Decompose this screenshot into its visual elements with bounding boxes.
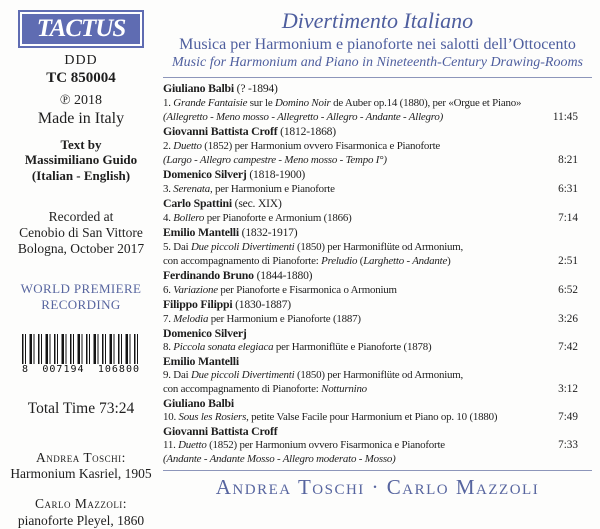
album-subtitle-italian: Musica per Harmonium e pianoforte nei salotti dell’Ottocento <box>179 36 576 54</box>
track-text: 7. Melodia per Harmonium e Pianoforte (1887) <box>163 313 361 326</box>
track-line <box>163 452 578 466</box>
composer-line <box>163 81 578 96</box>
format-code: DDD <box>64 53 98 68</box>
text-by-credit <box>0 137 162 183</box>
total-time: Total Time 73:24 <box>27 400 135 418</box>
barcode-digit-group1: 8 <box>22 364 30 376</box>
track-time: 8:21 <box>558 154 578 167</box>
composer-line <box>163 167 578 182</box>
track-text: (Allegretto - Meno mosso - Allegretto - Allegro - Andante - Allegro) <box>163 111 444 124</box>
premiere-line1: WORLD PREMIERE <box>20 280 142 296</box>
composer-name: Emilio Mantelli <box>163 354 239 369</box>
track-text: 4. Bollero per Pianoforte e Armonium (1866) <box>163 212 352 225</box>
album-title: Divertimento Italiano <box>281 8 474 33</box>
track-line <box>163 254 578 268</box>
recorded-line3: Bologna, October 2017 <box>17 241 145 257</box>
catalog-number: TC 850004 <box>46 70 116 86</box>
composer-name: Carlo Spattini <box>163 196 232 211</box>
track-time: 11:45 <box>552 111 578 124</box>
track-line <box>163 153 578 167</box>
barcode-digit-group3: 106800 <box>97 364 140 376</box>
sidebar <box>0 0 162 528</box>
track-time: 3:12 <box>558 383 578 396</box>
track-time: 7:49 <box>558 411 578 424</box>
copyright-year: ℗ 2018 <box>59 93 103 108</box>
barcode-bars <box>22 334 140 364</box>
track-text: 10. Sous les Rosiers, petite Valse Facile pour Harmonium et Piano op. 10 (1880) <box>163 411 498 424</box>
track-text: 11. Duetto (1852) per Harmonium ovvero Fisarmonica e Pianoforte <box>163 439 445 452</box>
track-text: 3. Serenata, per Harmonium e Pianoforte <box>163 183 335 196</box>
text-by-line1: Text by <box>60 137 102 152</box>
text-by-line3: (Italian - English) <box>31 167 131 183</box>
footer-divider <box>163 470 592 471</box>
performer-mazzoli-instrument: pianoforte Pleyel, 1860 <box>17 512 145 528</box>
composer-line <box>163 326 578 340</box>
performer-mazzoli-name: Carlo Mazzoli: <box>34 496 128 512</box>
track-line <box>163 110 578 124</box>
track-time: 3:26 <box>558 313 578 326</box>
composer-name: Domenico Silverj <box>163 326 247 341</box>
barcode-digits <box>22 364 140 375</box>
composer-dates: (1818-1900) <box>246 168 306 182</box>
track-line <box>163 382 578 396</box>
tactus-logo <box>18 10 144 48</box>
track-text: 8. Piccola sonata elegiaca per Harmoniflüte e Pianoforte (1878) <box>163 341 432 354</box>
composer-dates: (? -1894) <box>233 82 278 96</box>
performer-toschi <box>0 450 162 482</box>
performers-line: Andrea Toschi · Carlo Mazzoli <box>215 475 540 500</box>
barcode <box>22 334 140 375</box>
text-by-line2: Massimiliano Guido <box>24 152 138 168</box>
composer-dates: (1830-1887) <box>232 298 291 312</box>
track-text: 5. Dai Due piccoli Divertimenti (1850) per Harmoniflüte od Armonium, <box>163 241 464 254</box>
composer-dates: (1832-1917) <box>238 226 298 240</box>
composer-name: Giuliano Balbi <box>163 396 234 411</box>
composer-dates: (sec. XIX) <box>231 197 282 211</box>
composer-line <box>163 124 578 139</box>
composer-dates: (1844-1880) <box>253 269 313 283</box>
recorded-line2: Cenobio di San Vittore <box>19 225 143 241</box>
composer-line <box>163 424 578 438</box>
track-list <box>163 81 592 466</box>
composer-name: Domenico Silverj <box>163 167 247 182</box>
track-line <box>163 139 578 153</box>
recorded-line1: Recorded at <box>48 208 114 224</box>
premiere-line2: RECORDING <box>41 296 121 312</box>
tactus-logo-text: TACTUS <box>36 14 126 42</box>
track-text: con accompagnamento di Pianoforte: Notturnino <box>163 383 367 396</box>
album-header <box>163 0 592 72</box>
track-line <box>163 410 578 424</box>
performer-toschi-instrument: Harmonium Kasriel, 1905 <box>10 466 152 482</box>
track-line <box>163 283 578 297</box>
album-subtitle-english: Music for Harmonium and Piano in Nineteenth-Century Drawing-Rooms <box>171 55 584 71</box>
track-line <box>163 368 578 382</box>
composer-line <box>163 268 578 283</box>
track-line <box>163 211 578 225</box>
track-time: 6:31 <box>558 183 578 196</box>
composer-line <box>163 354 578 368</box>
track-text: con accompagnamento di Pianoforte: Preludio (Larghetto - Andante) <box>163 255 451 268</box>
main-panel <box>163 0 592 510</box>
performer-mazzoli <box>0 496 162 528</box>
barcode-digit-group2: 007194 <box>42 364 85 376</box>
recording-location <box>0 209 162 258</box>
made-in-italy: Made in Italy <box>37 110 125 127</box>
track-time: 6:52 <box>558 284 578 297</box>
composer-name: Ferdinando Bruno <box>163 268 254 283</box>
composer-name: Emilio Mantelli <box>163 225 239 240</box>
track-text: 2. Duetto (1852) per Harmonium ovvero Fisarmonica e Pianoforte <box>163 140 441 153</box>
track-text: (Largo - Allegro campestre - Meno mosso - Tempo I°) <box>163 154 387 167</box>
composer-line <box>163 225 578 240</box>
world-premiere-note <box>0 281 162 314</box>
performer-toschi-name: Andrea Toschi: <box>36 450 126 466</box>
composer-name: Giovanni Battista Croff <box>163 424 278 439</box>
track-text: 9. Dai Due piccoli Divertimenti (1850) per Harmoniflüte od Armonium, <box>163 369 464 382</box>
composer-line <box>163 396 578 410</box>
composer-name: Giuliano Balbi <box>163 81 234 96</box>
track-line <box>163 438 578 452</box>
header-divider <box>163 77 592 78</box>
track-time: 2:51 <box>558 255 578 268</box>
track-text: 6. Variazione per Pianoforte e Fisarmonica o Armonium <box>163 284 397 297</box>
track-line <box>163 182 578 196</box>
track-line <box>163 96 578 110</box>
composer-name: Filippo Filippi <box>163 297 233 312</box>
composer-dates: (1812-1868) <box>277 125 336 139</box>
track-text: 1. Grande Fantaisie sur le Domino Noir de Auber op.14 (1880), per «Orgue et Piano» <box>163 97 522 110</box>
composer-name: Giovanni Battista Croff <box>163 124 278 139</box>
track-time: 7:42 <box>558 341 578 354</box>
track-time: 7:33 <box>558 439 578 452</box>
track-line <box>163 240 578 254</box>
track-line <box>163 340 578 354</box>
track-time: 7:14 <box>558 212 578 225</box>
track-line <box>163 312 578 326</box>
track-text: (Andante - Andante Mosso - Allegro moderato - Mosso) <box>163 453 396 466</box>
composer-line <box>163 196 578 211</box>
composer-line <box>163 297 578 312</box>
